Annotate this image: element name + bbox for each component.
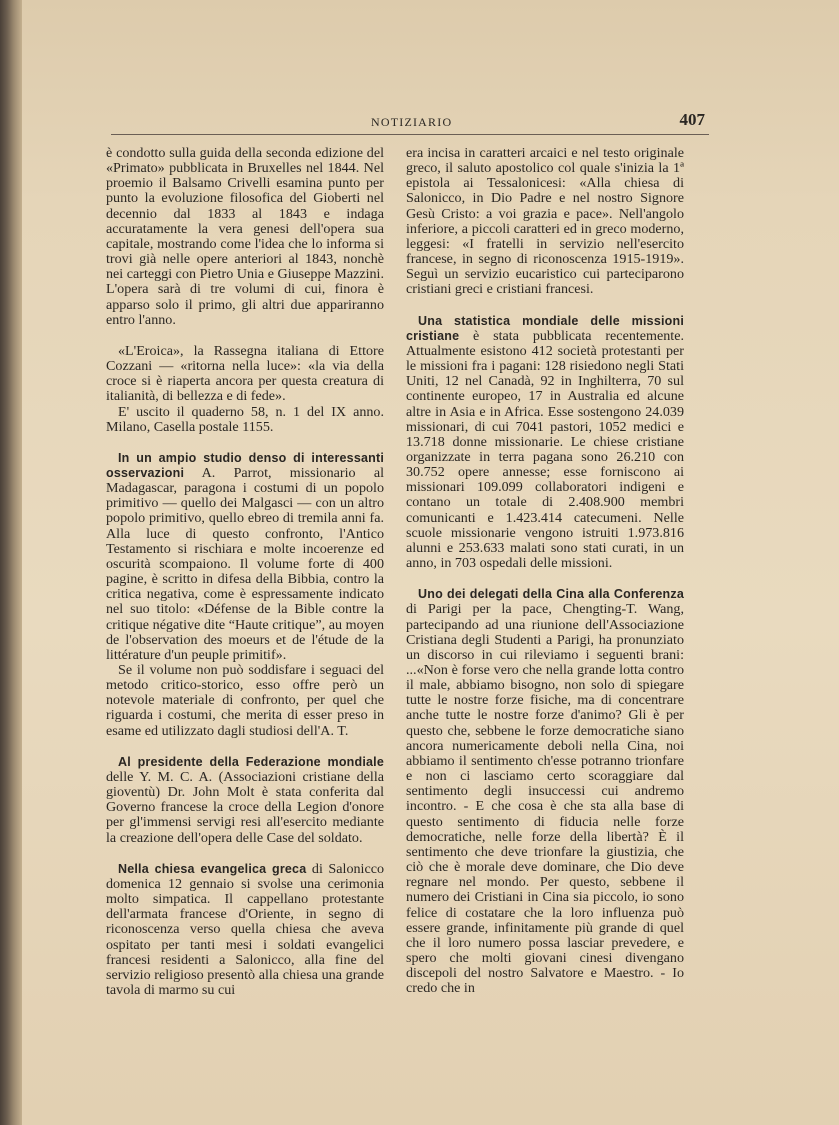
ymca-lead: Al presidente della Federazione mondiale — [118, 754, 384, 769]
parrot-lead: In un ampio studio denso di interessanti osservazioni — [106, 450, 384, 480]
paragraph-parrot-study — [106, 451, 384, 663]
paragraph-mission-statistics — [406, 314, 684, 572]
paragraph-primato-continuation: è condotto sulla guida della seconda edizione del «Primato» pubblicata in Bruxelles nel 1844. Nel proemio il Balsamo Crivelli esamina punto per punto la evoluzione filosofica del Gioberti nel decennio dal 1833 al 1843 e indaga accuratamente la vera genesi dell'opera sua capitale, mostrando come l'idea che lo informa si trovi già nelle opere anteriori al 1843, nonchè nei carteggi con Pietro Unia e Giuseppe Mazzini. L'opera sarà di tre volumi di cui, finora è apparso solo il primo, gli altri due appariranno entro l'anno. — [106, 145, 384, 328]
book-page — [22, 0, 839, 1125]
salonicco-lead: Nella chiesa evangelica greca — [118, 861, 307, 876]
salonicco-body: di Salonicco domenica 12 gennaio si svolse una cerimonia molto simpatica. Il cappellano protestante dell'armata francese d'Oriente, in segno di riconoscenza verso quella chiesa che aveva ospitato per tanti mesi i soldati evangelici francesi residenti a Salonicco, alla fine del servizio religioso presentò alla chiesa una grande tavola di marmo su cui — [106, 860, 385, 998]
left-column — [106, 146, 384, 998]
china-body: di Parigi per la pace, Chengting-T. Wang, partecipando ad una riunione dell'Associazione Cristiana degli Studenti a Parigi, ha pronunziato un discorso in cui rileviamo i seguenti brani: ...«Non è forse vero che nella grande lotta contro il male, abbiamo bisogno, non solo di spiegare tutte le nostre forze fisiche, ma di concentrare anche tutte le nostre forze d'animo? Gli è per questo che, sebbene le forze democratiche siano ancora numericamente deboli nella Cina, noi abbiamo il sentimento ch'esse potranno trionfare e non ci lasciamo certo scoraggiare dal sentimento degli insuccessi cui andremo incontro. - E che cosa è che sta alla base di questo sentimento di fiducia nelle forze democratiche, nelle forze della libertà? È il sentimento che deve trionfare la giustizia, che ciò che è morale deve dominare, che Dio deve regnare nel mondo. Per questo, sebbene il numero dei Cristiani in Cina sia piccolo, io sono felice di costatare che la loro influenza può essere grande, infinitamente più grande di quel che il loro numero possa lasciar prevedere, e spero che molti giovani cinesi divengano discepoli del nostro Salvatore e Maestro. - Io credo che in — [406, 601, 684, 997]
statistics-lead: Una statistica mondiale delle missioni cristiane — [406, 313, 684, 343]
paragraph-eroica — [106, 344, 384, 405]
paragraph-eroica-address: E' uscito il quaderno 58, n. 1 del IX anno. Milano, Casella postale 1155. — [106, 403, 384, 435]
right-column — [406, 146, 684, 996]
ymca-body: delle Y. M. C. A. (Associazioni cristiane della gioventù) Dr. John Molt è stata conferita dal Governo francese la croce della Legion d'onore per gl'immensi servigi resi all'esercito mediante la creazione dell'opera delle Case del soldato. — [106, 768, 384, 846]
eroica-body: , la Rassegna italiana di Ettore Cozzani — «ritorna nella luce»: «la via della croce si è riaperta ancora per questa creatura di italianità, di bellezza e di fede». — [106, 342, 384, 405]
parrot-body: A. Parrot, missionario al Madagascar, paragona i costumi di un popolo primitivo — quello dei Malgasci — con un altro popolo primitivo, quello ebreo di tremila anni fa. Alla luce di questo confronto, l'Antico Testamento si rischiara e molte incoerenze ed oscurità scompaiono. Il volume forte di 400 pagine, è scritto in difesa della Bibbia, contro la critica negativa, come è espressamente indicato nel suo titolo: «Défense de la Bible contre la critique négative dite “Haute critique”, au moyen de l'observation des moeurs et de l'étude de la littérature d'un peuple primitif». — [106, 464, 384, 663]
book-binding-shadow — [0, 0, 22, 1125]
running-title: NOTIZIARIO — [371, 115, 453, 129]
eroica-title: «L'Eroica» — [118, 342, 181, 359]
page-header — [111, 110, 709, 135]
paragraph-ymca-president — [106, 755, 384, 846]
statistics-body: è stata pubblicata recentemente. Attualmente esistono 412 società protestanti per le missioni fra i pagani: 128 risiedono negli Stati Uniti, 12 nel Canadà, 92 in Inghilterra, 70 sul continente europeo, 17 in Australia ed alcune altre in Asia e in Africa. Esse sostengono 24.039 missionari, di cui 7041 pastori, 1052 medici e 13.718 donne missionarie. Le chiese cristiane organizzate in terra pagana sono 26.210 con 30.752 opere annesse; esse forniscono ai missionari 109.099 collaboratori indigeni e contano un totale di 2.408.900 membri comunicanti e 1.423.414 catecumeni. Nelle scuole missionarie vengono istruiti 1.973.816 alunni e 253.633 malati sono stati curati, in un anno, in 703 ospedali delle missioni. — [406, 327, 684, 572]
china-lead: Uno dei delegati della Cina alla Conferenza — [418, 587, 684, 602]
paragraph-salonicco-church — [106, 862, 384, 998]
paragraph-china-delegate — [406, 587, 684, 996]
paragraph-salonicco-continuation: era incisa in caratteri arcaici e nel testo originale greco, il saluto apostolico col quale s'inizia la 1ª epistola ai Tessalonicesi: «Alla chiesa di Salonicco, in Dio Padre e nel nostro Signore Gesù Cristo: a voi grazia e pace». Nell'angolo inferiore, a piccoli caratteri ed in greco moderno, leggesi: «I fratelli in servizio nell'esercito francese, in segno di riconoscenza 1915-1919». Seguì un servizio eucaristico cui parteciparono cristiani greci e cristiani francesi. — [406, 145, 684, 298]
paragraph-parrot-critique: Se il volume non può soddisfare i seguaci del metodo critico-storico, esso offre però un notevole materiale di confronto, per quel che riguarda i costumi, che merita di esser preso in esame ed utilizzato dagli studiosi dell'A. T. — [106, 662, 384, 739]
page-number: 407 — [679, 110, 705, 129]
